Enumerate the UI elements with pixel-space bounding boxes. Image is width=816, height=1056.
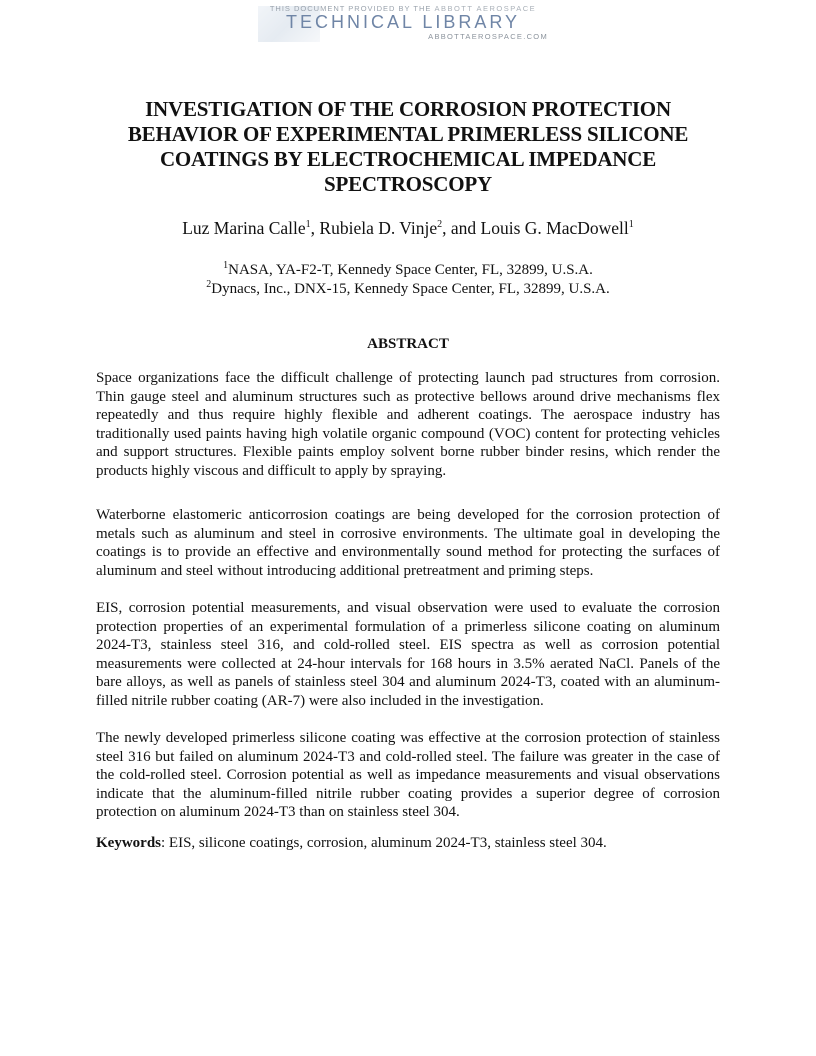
- keywords-label: Keywords: [96, 835, 161, 851]
- affiliation-mark: 1: [305, 219, 311, 231]
- affiliation-mark: 2: [206, 279, 212, 290]
- keywords-separator: :: [161, 835, 169, 851]
- author-list: [96, 218, 720, 239]
- affiliations: [96, 261, 720, 299]
- author-name: Louis G. MacDowell: [480, 218, 629, 238]
- affiliation-text: NASA, YA-F2-T, Kennedy Space Center, FL, 32899, U.S.A.: [228, 262, 593, 278]
- affiliation-text: Dynacs, Inc., DNX-15, Kennedy Space Center, FL, 32899, U.S.A.: [211, 281, 610, 297]
- title-line: COATINGS BY ELECTROCHEMICAL IMPEDANCE: [159, 147, 657, 171]
- paper-title: [96, 97, 720, 197]
- title-line: INVESTIGATION OF THE CORROSION PROTECTION: [145, 97, 671, 121]
- affiliation-mark: 1: [628, 219, 634, 231]
- abstract-heading: ABSTRACT: [367, 336, 449, 352]
- author-name: Luz Marina Calle: [182, 218, 306, 238]
- abstract-paragraph: The newly developed primerless silicone coating was effective at the corrosion protection of stainless steel 316 but failed on aluminum 2024-T3 and cold-rolled steel. The failure was greater in the case of the cold-rolled steel. Corrosion potential as well as impedance measurements and visual observations indicate that the aluminum-filled nitrile rubber coating provides a superior degree of corrosion protection on aluminum 2024-T3 than on stainless steel 304.: [96, 730, 720, 821]
- title-line: BEHAVIOR OF EXPERIMENTAL PRIMERLESS SILICONE: [127, 122, 689, 146]
- title-line: SPECTROSCOPY: [324, 172, 492, 196]
- watermark-provided-by: THIS DOCUMENT PROVIDED BY THE: [269, 4, 432, 13]
- keywords-text: EIS, silicone coatings, corrosion, aluminum 2024-T3, stainless steel 304.: [168, 835, 607, 851]
- watermark-technical-library: TECHNICAL LIBRARY: [286, 12, 521, 32]
- author-name: Rubiela D. Vinje: [319, 218, 438, 238]
- watermark-brand: ABBOTT AEROSPACE: [434, 4, 537, 13]
- affiliation: [96, 261, 720, 280]
- keywords-line: [96, 835, 720, 852]
- affiliation: [96, 280, 720, 299]
- author-separator: ,: [310, 218, 320, 238]
- abbott-aerospace-watermark-logo: [258, 2, 548, 42]
- abstract-paragraph: Space organizations face the difficult challenge of protecting launch pad structures from corrosion. Thin gauge steel and aluminum structures such as protective bellows around drive mechanisms flex repeatedly and thus require highly flexible and adherent coatings. The aerospace industry has traditionally used paints having high volatile organic compound (VOC) content for protecting vehicles and support structures. Flexible paints employ solvent borne rubber binder resins, which render the products highly viscous and difficult to apply by spraying.: [96, 370, 720, 479]
- abstract-paragraph: Waterborne elastomeric anticorrosion coatings are being developed for the corrosion protection of metals such as aluminum and steel in corrosive environments. The ultimate goal in developing the coatings is to provide an effective and environmentally sound method for protecting the surfaces of aluminum and steel without introducing additional pretreatment and priming steps.: [96, 507, 720, 579]
- affiliation-mark: 2: [437, 219, 443, 231]
- affiliation-mark: 1: [223, 260, 229, 271]
- author-separator: , and: [442, 218, 481, 238]
- abstract-paragraph: EIS, corrosion potential measurements, and visual observation were used to evaluate the corrosion protection properties of an experimental formulation of a primerless silicone coating on aluminum 2024-T3, stainless steel 316, and cold-rolled steel. EIS spectra as well as corrosion potential measurements were collected at 24-hour intervals for 168 hours in 3.5% aerated NaCl. Panels of the bare alloys, as well as panels of stainless steel 304 and aluminum 2024-T3, coated with an aluminum-filled nitrile rubber coating (AR-7) were also included in the investigation.: [96, 600, 720, 709]
- watermark-url: ABBOTTAEROSPACE.COM: [428, 32, 548, 41]
